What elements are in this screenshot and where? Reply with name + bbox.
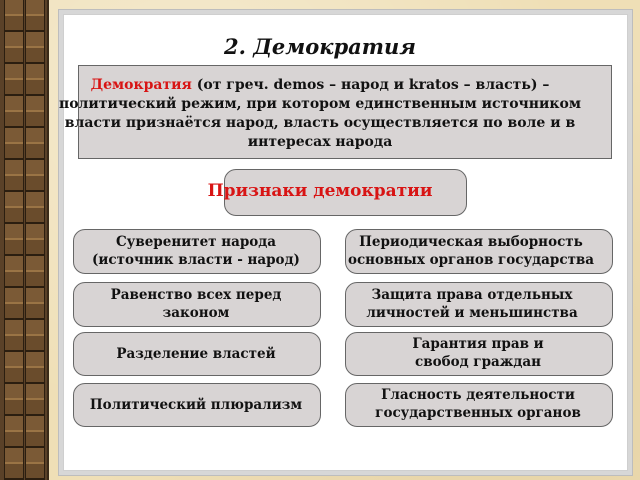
definition-line-4: интересах народа — [247, 134, 393, 150]
feature-line: Периодическая выборность — [359, 234, 583, 250]
feature-transparency — [330, 386, 626, 422]
feature-pluralism — [45, 396, 347, 414]
decorative-side-strip — [0, 0, 49, 480]
feature-line: (источник власти - народ) — [92, 252, 300, 268]
feature-line: свобод граждан — [414, 354, 542, 370]
feature-line: государственных органов — [375, 405, 581, 421]
feature-line: Суверенитет народа — [115, 234, 277, 250]
feature-minority-rights — [320, 286, 624, 322]
feature-line: Политический плюрализм — [89, 397, 303, 413]
decorative-strip-column — [4, 0, 24, 480]
feature-elections — [312, 233, 630, 269]
definition-line-2: политический режим, при котором единственным источником — [58, 96, 582, 112]
feature-line: Равенство всех перед — [110, 287, 282, 303]
feature-line: основных органов государства — [347, 252, 595, 268]
slide-title: 2. Демократия — [224, 34, 416, 59]
definition-line-3: власти признаётся народ, власть осуществляется по воле и в — [64, 115, 576, 131]
feature-line: Гласность деятельности — [381, 387, 575, 403]
signs-heading: Признаки демократии — [207, 181, 433, 201]
feature-rights-guarantee — [345, 335, 611, 371]
feature-sovereignty — [55, 233, 337, 269]
definition-term: Демократия — [90, 77, 192, 93]
feature-line: Защита права отдельных — [371, 287, 573, 303]
feature-equality — [55, 286, 337, 322]
feature-line: личностей и меньшинства — [366, 305, 578, 321]
feature-separation — [55, 345, 337, 363]
definition-line-1-rest: (от греч. demos – народ и kratos – власть) – — [191, 77, 550, 93]
definition-line-1 — [0, 76, 640, 95]
definition-text — [0, 76, 640, 152]
feature-line: Разделение властей — [116, 346, 276, 362]
decorative-strip-column — [25, 0, 45, 480]
feature-line: законом — [162, 305, 230, 321]
feature-line: Гарантия прав и — [412, 336, 544, 352]
